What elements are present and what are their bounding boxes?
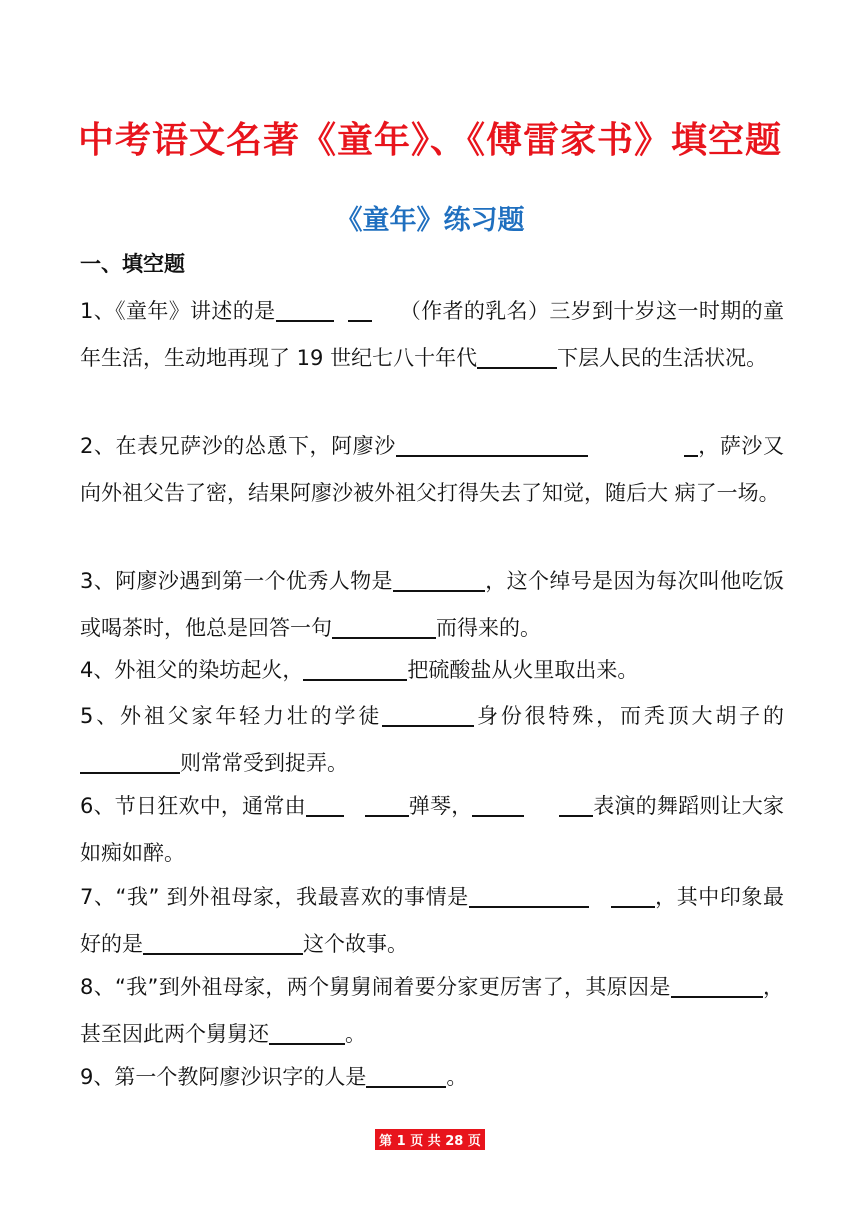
answer-blank [559,789,593,817]
question-text: 5、外祖父家年轻力壮的学徒 [80,704,383,728]
question-2 [80,423,784,517]
question-text: 2、在表兄萨沙的怂恿下，阿廖沙 [80,434,396,458]
question-7 [80,874,784,968]
answer-blank [477,341,557,369]
answer-blank [365,789,409,817]
question-text: 1、《童年》讲述的是 [80,299,276,323]
answer-blank [143,927,303,955]
question-text: 9、第一个教阿廖沙识字的人是 [80,1065,367,1089]
question-text: 这个故事。 [303,932,408,956]
answer-blank [671,970,763,998]
answer-blank [332,611,436,639]
question-5 [80,693,784,787]
question-text: 6、节日狂欢中，通常由 [80,794,306,818]
answer-blank [472,789,524,817]
question-text: （作者的乳名）三岁到十岁这一时期的童年生活，生动地再现了 19 世纪七八十年代 [80,299,784,370]
question-1 [80,288,784,382]
question-text: ，其中印象最好的是 [80,885,785,956]
question-text: 则常常受到捉弄。 [180,751,348,775]
question-text: 7、“我” 到外祖母家，我最喜欢的事情是 [80,885,469,909]
answer-blank [276,294,334,322]
question-text: ，萨沙又向外祖父告了密，结果阿廖沙被外祖父打得失去了知觉，随后大 病了一场。 [80,434,784,505]
question-text: 表演的舞蹈则让大家如痴如醉。 [80,794,784,865]
question-text: 把硫酸盐从火里取出来。 [407,658,639,682]
answer-blank [303,653,407,681]
question-9 [80,1054,784,1101]
question-text: 4、外祖父的染坊起火， [80,658,304,682]
sub-title: 《童年》练习题 [335,205,525,236]
answer-blank [611,880,655,908]
answer-blank [348,294,372,322]
question-text: ，甚至因此两个舅舅还 [80,975,785,1046]
question-text: 8、“我”到外祖母家，两个舅舅闹着要分家更厉害了，其原因是 [80,975,671,999]
answer-blank [366,1060,446,1088]
question-text: 弹琴， [408,794,473,818]
question-text: 而得来的。 [436,616,541,640]
question-text: 3、阿廖沙遇到第一个优秀人物是 [80,569,393,593]
page-footer [0,1129,860,1150]
answer-blank [684,429,698,457]
answer-blank [269,1017,345,1045]
question-text: ，这个绰号是因为每次叫他吃饭或喝茶时，他总是回答一句 [80,569,784,640]
main-title: 中考语文名著《童年》、《傅雷家书》填空题 [77,119,782,161]
question-text: 身份很特殊，而秃顶大胡子的 [474,704,784,728]
answer-blank [382,699,474,727]
question-text: 下层人民的生活状况。 [557,346,768,370]
question-6 [80,783,784,877]
question-text: 。 [446,1065,468,1089]
question-text: 。 [345,1022,366,1046]
question-8 [80,964,784,1058]
answer-blank [80,746,180,774]
answer-blank [396,429,588,457]
question-4 [80,647,784,694]
page-number-badge: 第 1 页 共 28 页 [375,1129,485,1150]
answer-blank [393,564,485,592]
section-heading: 一、填空题 [80,252,185,276]
answer-blank [469,880,589,908]
question-3 [80,558,784,652]
answer-blank [306,789,344,817]
